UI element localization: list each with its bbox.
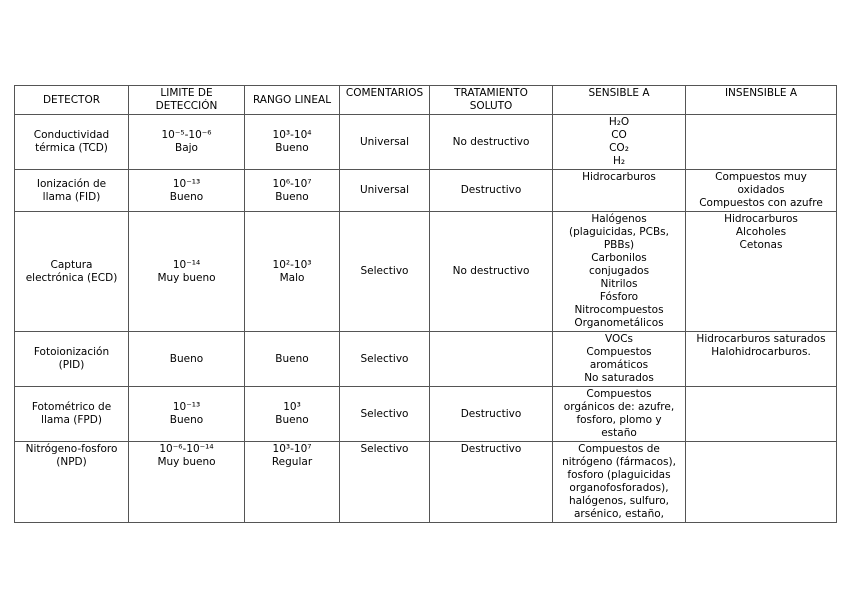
- cell-insensible: [686, 170, 837, 212]
- cell-line: estaño: [601, 427, 637, 439]
- header-detector: DETECTOR: [15, 86, 129, 115]
- cell-detector: [15, 115, 129, 170]
- cell-rango: [245, 212, 340, 332]
- header-rango: RANGO LINEAL: [245, 86, 340, 115]
- cell-line: Conductividad: [33, 129, 110, 141]
- cell-line: fosforo, plomo y: [576, 414, 662, 426]
- cell-line: fosforo (plaguicidas: [567, 469, 671, 481]
- cell-line: Bueno: [169, 190, 204, 203]
- cell-line: Fósforo: [599, 291, 639, 303]
- cell-line: térmica (TCD): [35, 142, 108, 154]
- cell-line: Bueno: [275, 142, 309, 154]
- cell-tratamiento: [430, 332, 553, 387]
- cell-sensible: [553, 332, 686, 387]
- cell-line: 10⁶-10⁷: [272, 177, 312, 190]
- cell-line: Bajo: [175, 142, 198, 154]
- cell-comentarios: Selectivo: [340, 212, 430, 332]
- cell-limite: [129, 387, 245, 442]
- cell-line: PBBs): [603, 239, 635, 251]
- header-comentarios: COMENTARIOS: [340, 86, 430, 115]
- cell-line: halógenos, sulfuro,: [568, 495, 670, 507]
- cell-line: 10³: [283, 401, 301, 413]
- cell-line: (PID): [58, 359, 85, 371]
- cell-detector: [15, 387, 129, 442]
- cell-line: CO: [611, 129, 627, 141]
- cell-line: Compuestos: [586, 346, 652, 358]
- cell-limite: [129, 442, 245, 523]
- cell-line: Nitrilos: [600, 278, 638, 290]
- header-insensible: INSENSIBLE A: [686, 86, 837, 115]
- cell-line: Bueno: [275, 414, 309, 426]
- cell-insensible: [686, 332, 837, 387]
- cell-line: Hidrocarburos: [724, 213, 798, 225]
- detector-comparison-table: [14, 85, 837, 523]
- cell-detector: [15, 332, 129, 387]
- cell-sensible: [553, 387, 686, 442]
- cell-line: Alcoholes: [735, 226, 787, 238]
- cell-tratamiento: No destructivo: [430, 115, 553, 170]
- cell-line: 10⁻¹³: [172, 401, 201, 413]
- cell-line: llama (FPD): [41, 414, 102, 426]
- header-limite: LIMITE DE DETECCIÓN: [129, 86, 245, 115]
- cell-line: conjugados: [588, 265, 650, 277]
- cell-limite: [129, 115, 245, 170]
- header-sensible: SENSIBLE A: [553, 86, 686, 115]
- cell-line: arsénico, estaño,: [573, 508, 665, 520]
- cell-line: (NPD): [56, 456, 87, 468]
- cell-line: Muy bueno: [157, 456, 216, 468]
- cell-line: Compuestos muy: [715, 171, 807, 183]
- cell-line: 10³-10⁷: [272, 443, 312, 455]
- cell-line: oxidados: [737, 184, 785, 196]
- cell-detector: [15, 170, 129, 212]
- cell-line: Captura: [50, 258, 93, 271]
- cell-insensible: [686, 212, 837, 332]
- cell-line: (plaguicidas, PCBs,: [569, 226, 669, 238]
- cell-line: Hidrocarburos saturados: [696, 333, 826, 345]
- cell-line: Cetonas: [739, 239, 783, 251]
- cell-line: CO₂: [609, 142, 629, 154]
- cell-line: 10⁻¹³: [172, 177, 201, 190]
- cell-line: Hidrocarburos: [582, 171, 656, 183]
- cell-line: 10⁻⁵-10⁻⁶: [161, 129, 212, 141]
- cell-line: Fotométrico de: [31, 401, 112, 413]
- cell-line: Carbonilos: [591, 252, 647, 264]
- cell-tratamiento: No destructivo: [430, 212, 553, 332]
- cell-line: nitrógeno (fármacos),: [562, 456, 676, 468]
- cell-line: aromáticos: [589, 359, 649, 371]
- cell-line: Nitrocompuestos: [574, 304, 664, 316]
- table-row: [15, 170, 837, 212]
- cell-line: Bueno: [275, 190, 309, 203]
- cell-line: Halohidrocarburos.: [711, 346, 811, 358]
- cell-line: Compuestos de: [578, 443, 660, 455]
- table-row: [15, 442, 837, 523]
- cell-tratamiento: Destructivo: [430, 442, 553, 523]
- cell-sensible: [553, 212, 686, 332]
- cell-line: 10⁻¹⁴: [172, 258, 201, 271]
- table-row: [15, 332, 837, 387]
- cell-detector: [15, 442, 129, 523]
- cell-line: 10³-10⁴: [272, 129, 312, 141]
- table-row: [15, 115, 837, 170]
- cell-line: Bueno: [169, 352, 204, 365]
- cell-sensible: [553, 442, 686, 523]
- cell-line: VOCs: [604, 333, 634, 345]
- cell-line: 10²-10³: [272, 258, 312, 271]
- cell-line: Regular: [271, 456, 313, 468]
- cell-rango: [245, 387, 340, 442]
- table-row: [15, 387, 837, 442]
- cell-insensible: [686, 442, 837, 523]
- table-row: [15, 212, 837, 332]
- cell-line: Organometálicos: [574, 317, 664, 329]
- cell-line: 10⁻⁶-10⁻¹⁴: [159, 443, 214, 455]
- cell-line: Malo: [279, 271, 305, 284]
- cell-rango: [245, 115, 340, 170]
- cell-line: H₂: [612, 155, 626, 167]
- header-tratamiento: TRATAMIENTO SOLUTO: [430, 86, 553, 115]
- cell-line: Ionización de: [36, 177, 107, 190]
- cell-line: Fotoionización: [33, 346, 110, 358]
- cell-line: Muy bueno: [157, 271, 216, 284]
- cell-rango: [245, 332, 340, 387]
- cell-comentarios: Selectivo: [340, 332, 430, 387]
- cell-tratamiento: Destructivo: [430, 170, 553, 212]
- cell-line: electrónica (ECD): [25, 271, 118, 284]
- cell-line: Bueno: [275, 352, 309, 365]
- cell-line: Compuestos: [586, 388, 652, 400]
- cell-insensible: [686, 387, 837, 442]
- cell-comentarios: Selectivo: [340, 442, 430, 523]
- cell-line: H₂O: [608, 116, 630, 128]
- cell-limite: [129, 212, 245, 332]
- cell-tratamiento: Destructivo: [430, 387, 553, 442]
- cell-comentarios: Universal: [340, 115, 430, 170]
- cell-sensible: [553, 115, 686, 170]
- cell-line: Compuestos con azufre: [699, 197, 823, 209]
- cell-rango: [245, 170, 340, 212]
- cell-line: Halógenos: [591, 213, 647, 225]
- cell-comentarios: Universal: [340, 170, 430, 212]
- cell-line: Bueno: [169, 414, 204, 426]
- cell-limite: [129, 332, 245, 387]
- cell-line: No saturados: [584, 372, 654, 384]
- cell-line: Nitrógeno-fosforo: [25, 443, 118, 455]
- cell-line: orgánicos de: azufre,: [563, 401, 675, 413]
- header-row: [15, 86, 837, 115]
- cell-rango: [245, 442, 340, 523]
- cell-comentarios: Selectivo: [340, 387, 430, 442]
- cell-limite: [129, 170, 245, 212]
- cell-detector: [15, 212, 129, 332]
- cell-line: organofosforados),: [569, 482, 669, 494]
- cell-sensible: [553, 170, 686, 212]
- cell-line: llama (FID): [42, 190, 101, 203]
- cell-insensible: [686, 115, 837, 170]
